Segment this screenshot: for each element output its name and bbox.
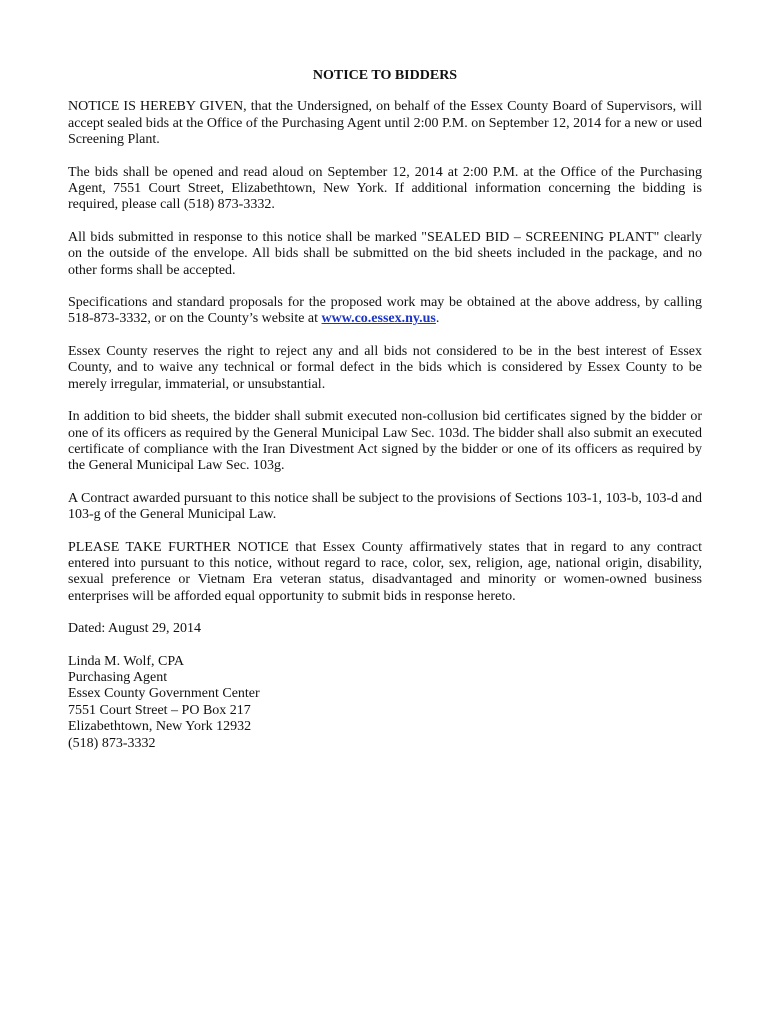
paragraph-reservation-of-rights: Essex County reserves the right to reject any and all bids not considered to be in the best interest of Essex County, and to waive any technical or formal defect in the bids which is considered by Essex County to be merely irregular, immaterial, or unsubstantial.: [68, 343, 702, 392]
paragraph-specifications: [68, 295, 702, 328]
paragraph-equal-opportunity: PLEASE TAKE FURTHER NOTICE that Essex County affirmatively states that in regard to any contract entered into pursuant to this notice, without regard to race, color, sex, religion, age, national origin, disability, sexual preference or Vietnam Era veteran status, disadvantaged and minority or women-owned business enterprises will be afforded equal opportunity to submit bids in response hereto.: [68, 539, 702, 604]
signer-name: Linda M. Wolf, CPA: [68, 653, 184, 669]
specifications-text: Specifications and standard proposals for the proposed work may be obtained at the above address, by calling 518-873-3332, or on the County’s website at: [68, 295, 702, 327]
paragraph-bid-opening: The bids shall be opened and read aloud on September 12, 2014 at 2:00 P.M. at the Office of the Purchasing Agent, 7551 Court Street, Elizabethtown, New York. If additional information concerning the bidding is required, please call (518) 873-3332.: [68, 164, 702, 213]
paragraph-contract-provisions: A Contract awarded pursuant to this notice shall be subject to the provisions of Sections 103-1, 103-b, 103-d and 103-g of the General Municipal Law.: [68, 490, 702, 523]
paragraph-certificates: In addition to bid sheets, the bidder shall submit executed non-collusion bid certificates signed by the bidder or one of its officers as required by the General Municipal Law Sec. 103d. The bidder shall also submit an executed certificate of compliance with the Iran Divestment Act signed by the bidder or one of its officers as required by the General Municipal Law Sec. 103g.: [68, 409, 702, 474]
page-title: NOTICE TO BIDDERS: [312, 68, 458, 83]
signer-city: Elizabethtown, New York 12932: [68, 719, 252, 735]
signer-position: Purchasing Agent: [68, 669, 168, 685]
signer-street-address: 7551 Court Street – PO Box 217: [68, 702, 251, 718]
specifications-text-end: .: [435, 311, 440, 327]
dated-line: Dated: August 29, 2014: [68, 621, 201, 637]
signature-block: [68, 654, 702, 752]
paragraph-bid-marking: All bids submitted in response to this notice shall be marked "SEALED BID – SCREENING PLANT" clearly on the outside of the envelope. All bids shall be submitted on the bid sheets included in the package, and no other forms shall be accepted.: [68, 229, 702, 278]
signer-phone: (518) 873-3332: [68, 735, 156, 751]
notice-document: [68, 68, 702, 752]
paragraph-notice-given: NOTICE IS HEREBY GIVEN, that the Undersigned, on behalf of the Essex County Board of Supervisors, will accept sealed bids at the Office of the Purchasing Agent until 2:00 P.M. on September 12, 2014 for a new or used Screening Plant.: [68, 99, 702, 148]
signer-organization: Essex County Government Center: [68, 686, 260, 702]
county-website-link[interactable]: www.co.essex.ny.us: [321, 311, 436, 327]
